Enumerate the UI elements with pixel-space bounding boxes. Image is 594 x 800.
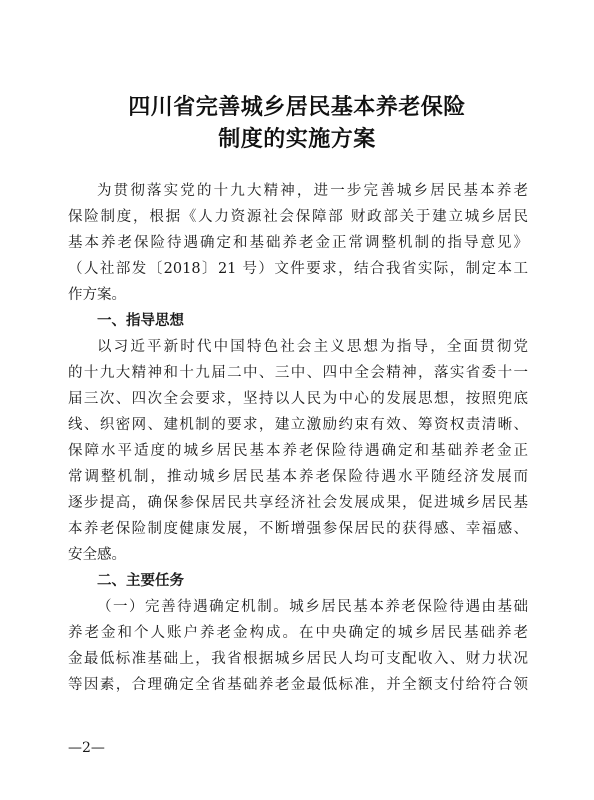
paragraph-line: 本养老保险制度健康发展，不断增强参保居民的获得感、幸福感、 (68, 521, 528, 537)
paragraph-line: 常调整机制，推动城乡居民基本养老保险待遇水平随经济发展而 (68, 469, 528, 485)
paragraph-line: 金最低标准基础上，我省根据城乡居民人均可支配收入、财力状况 (68, 651, 528, 667)
section-heading-guiding-ideology: 一、指导思想 (97, 313, 184, 329)
paragraph-line: 为贯彻落实党的十九大精神，进一步完善城乡居民基本养老 (97, 183, 528, 199)
paragraph-line: 养老金和个人账户养老金构成。在中央确定的城乡居民基础养老 (68, 625, 528, 641)
paragraph-line: 安全感。 (68, 547, 126, 563)
paragraph-line: 线、织密网、建机制的要求，建立激励约束有效、筹资权责清晰、 (68, 417, 528, 433)
document-body (68, 178, 528, 698)
paragraph-line: 以习近平新时代中国特色社会主义思想为指导，全面贯彻党 (97, 339, 528, 355)
paragraph-line: 届三次、四次全会要求，坚持以人民为中心的发展思想，按照兜底 (68, 391, 528, 407)
paragraph-line: 保障水平适度的城乡居民基本养老保险待遇确定和基础养老金正 (68, 443, 528, 459)
document-title-line-2: 制度的实施方案 (218, 126, 376, 152)
paragraph-line: 作方案。 (68, 287, 126, 303)
section-heading-main-tasks: 二、主要任务 (97, 573, 184, 589)
paragraph-line: 等因素，合理确定全省基础养老金最低标准，并全额支付给符合领 (68, 677, 528, 693)
paragraph-line: （人社部发〔2018〕21 号）文件要求，结合我省实际，制定本工 (68, 261, 528, 277)
document-title-line-1: 四川省完善城乡居民基本养老保险 (128, 94, 466, 120)
paragraph-line: 保险制度，根据《人力资源社会保障部 财政部关于建立城乡居民 (68, 209, 528, 225)
paragraph-line: 逐步提高，确保参保居民共享经济社会发展成果，促进城乡居民基 (68, 495, 528, 511)
paragraph-line: （一）完善待遇确定机制。城乡居民基本养老保险待遇由基础 (97, 599, 528, 615)
paragraph-line: 基本养老保险待遇确定和基础养老金正常调整机制的指导意见》 (68, 235, 528, 251)
page-number: —2— (68, 740, 105, 756)
paragraph-line: 的十九大精神和十九届二中、三中、四中全会精神，落实省委十一 (68, 365, 528, 381)
